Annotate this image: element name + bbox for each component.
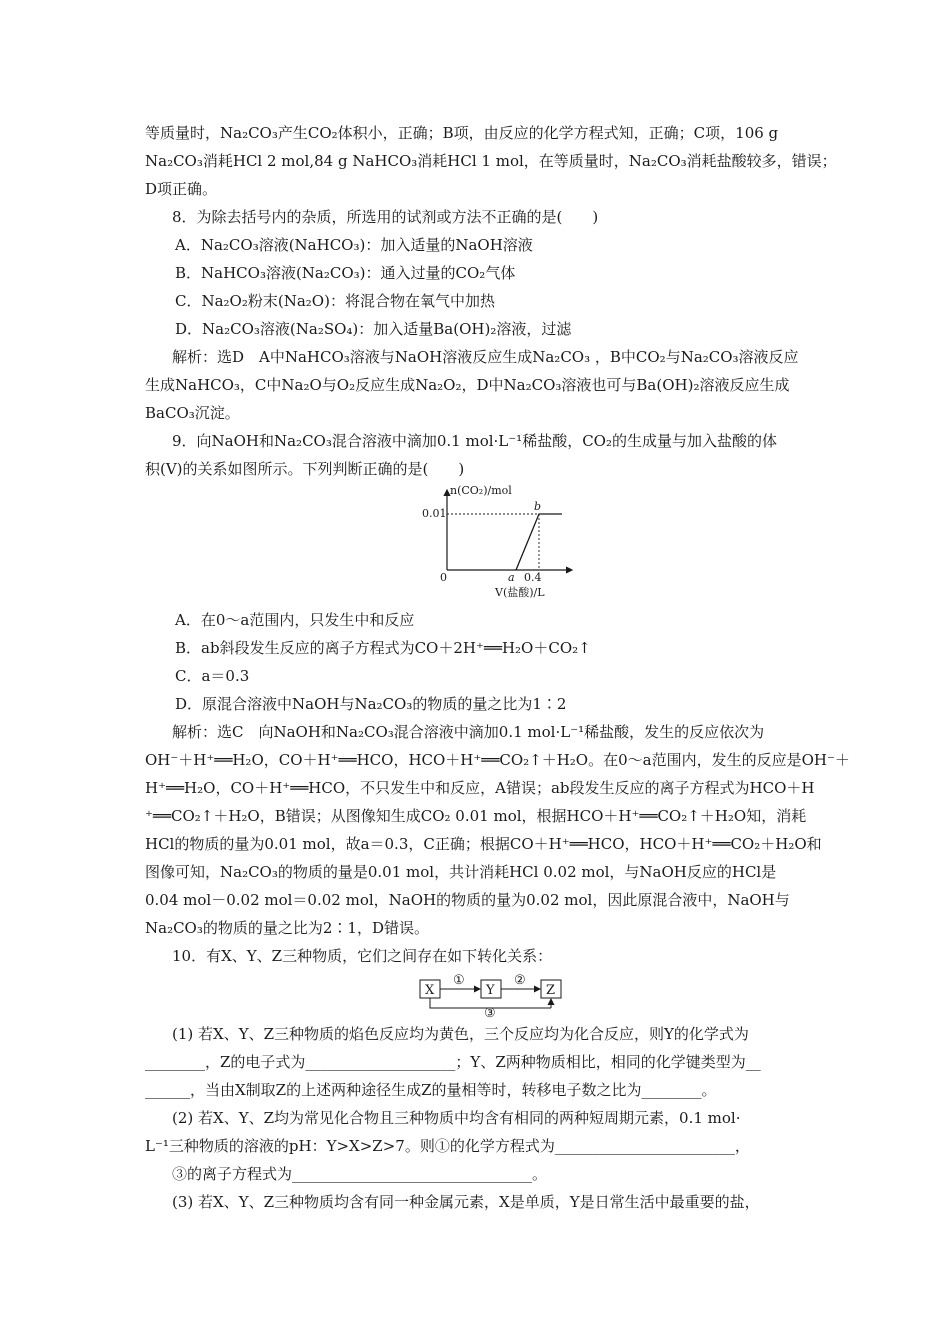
conversion-diagram-svg	[415, 972, 565, 1018]
co2-volume-chart	[400, 480, 580, 605]
q10-part2-line2: L⁻¹三种物质的溶液的pH：Y>X>Z>7。则①的化学方程式为________________________，	[145, 1137, 750, 1155]
node-x-label: X	[425, 983, 435, 998]
q8-option-d: D．Na₂CO₃溶液(Na₂SO₄)：加入适量Ba(OH)₂溶液，过滤	[175, 320, 572, 338]
arrow-1-label: ①	[453, 973, 465, 988]
q9-option-a: A．在0～a范围内，只发生中和反应	[175, 611, 415, 629]
q8-analysis-2: 生成NaHCO₃，C中Na₂O与O₂反应生成Na₂O₂，D中Na₂CO₃溶液也可与Ba(OH)₂溶液反应生成	[145, 376, 790, 394]
q8-analysis-1: 解析：选D A中NaHCO₃溶液与NaOH溶液反应生成Na₂CO₃ ，B中CO₂与Na₂CO₃溶液反应	[172, 348, 799, 366]
q9-analysis-7: 0.04 mol－0.02 mol＝0.02 mol，NaOH的物质的量为0.02 mol，因此原混合液中，NaOH与	[145, 891, 790, 909]
q9-analysis-4: ⁺══CO₂↑＋H₂O，B错误；从图像知生成CO₂ 0.01 mol，根据HCO＋H⁺══CO₂↑＋H₂O知，消耗	[145, 807, 807, 825]
q9-option-c: C．a＝0.3	[175, 667, 250, 685]
q8-option-c: C．Na₂O₂粉末(Na₂O)：将混合物在氧气中加热	[175, 292, 495, 310]
q8-option-a: A．Na₂CO₃溶液(NaHCO₃)：加入适量的NaOH溶液	[175, 236, 533, 254]
q9-analysis-3: H⁺══H₂O，CO＋H⁺══HCO，不只发生中和反应，A错误；ab段发生反应的离子方程式为HCO＋H	[145, 779, 815, 797]
chart-y-label: n(CO₂)/mol	[450, 484, 512, 497]
chart-x-tick-label: 0.4	[524, 571, 542, 584]
q9-option-d: D．原混合溶液中NaOH与Na₂CO₃的物质的量之比为1∶2	[175, 695, 567, 713]
chart-marks	[447, 514, 562, 570]
q8-analysis-3: BaCO₃沉淀。	[145, 404, 240, 422]
q9-analysis-6: 图像可知，Na₂CO₃的物质的量是0.01 mol，共计消耗HCl 0.02 mol，与NaOH反应的HCl是	[145, 863, 777, 881]
node-y-label: Y	[486, 983, 495, 998]
q10-part1-line2: ________，Z的电子式为____________________；Y、Z两种物质相比，相同的化学键类型为__	[145, 1053, 761, 1071]
q8-option-b: B．NaHCO₃溶液(Na₂CO₃)：通入过量的CO₂气体	[175, 264, 516, 282]
q8-stem: 8．为除去括号内的杂质，所选用的试剂或方法不正确的是( )	[172, 208, 599, 226]
q10-stem: 10．有X、Y、Z三种物质，它们之间存在如下转化关系：	[172, 947, 553, 965]
chart-point-a-label: a	[508, 571, 515, 584]
intro-line-3: D项正确。	[145, 180, 218, 198]
q10-part1-line1: (1) 若X、Y、Z三种物质的焰色反应均为黄色，三个反应均为化合反应，则Y的化学式为	[172, 1025, 749, 1043]
arrow-2-label: ②	[514, 973, 526, 988]
chart-x-label: V(盐酸)/L	[495, 586, 545, 599]
arrow-3-label: ③	[484, 1006, 496, 1018]
intro-line-1: 等质量时，Na₂CO₃产生CO₂体积小，正确；B项，由反应的化学方程式知，正确；C项，106 g	[145, 124, 779, 142]
q9-analysis-5: HCl的物质的量为0.01 mol，故a＝0.3，C正确；根据CO＋H⁺══HCO，HCO＋H⁺══CO₂＋H₂O和	[145, 835, 822, 853]
chart-point-b-label: b	[534, 500, 542, 513]
chart-y-tick-label: 0.01	[422, 507, 447, 520]
q9-analysis-1: 解析：选C 向NaOH和Na₂CO₃混合溶液中滴加0.1 mol·L⁻¹稀盐酸，发生的反应依次为	[172, 723, 765, 741]
q9-stem-2: 积(V)的关系如图所示。下列判断正确的是( )	[145, 460, 465, 478]
q10-part3-line1: (3) 若X、Y、Z三种物质均含有同一种金属元素，X是单质，Y是日常生活中最重要的盐，	[172, 1193, 760, 1211]
q10-part1-line3: ______，当由X制取Z的上述两种途径生成Z的量相等时，转移电子数之比为________。	[145, 1081, 717, 1099]
conversion-diagram	[415, 972, 565, 1018]
node-z-label: Z	[546, 983, 556, 998]
q9-stem-1: 9．向NaOH和Na₂CO₃混合溶液中滴加0.1 mol·L⁻¹稀盐酸，CO₂的生成量与加入盐酸的体	[172, 432, 777, 450]
chart-origin-label: 0	[440, 571, 447, 584]
q9-analysis-2: OH⁻＋H⁺══H₂O，CO＋H⁺══HCO，HCO＋H⁺══CO₂↑＋H₂O。在0～a范围内，发生的反应是OH⁻＋	[145, 751, 850, 769]
intro-line-2: Na₂CO₃消耗HCl 2 mol,84 g NaHCO₃消耗HCl 1 mol，在等质量时，Na₂CO₃消耗盐酸较多，错误；	[145, 152, 837, 170]
q10-part2-line3: ③的离子方程式为________________________________。	[172, 1165, 548, 1183]
q9-analysis-8: Na₂CO₃的物质的量之比为2∶1，D错误。	[145, 919, 429, 937]
chart-svg	[400, 480, 580, 605]
q10-part2-line1: (2) 若X、Y、Z均为常见化合物且三种物质中均含有相同的两种短周期元素，0.1 mol·	[172, 1109, 741, 1127]
q9-option-b: B．ab斜段发生反应的离子方程式为CO＋2H⁺══H₂O＋CO₂↑	[175, 639, 591, 657]
